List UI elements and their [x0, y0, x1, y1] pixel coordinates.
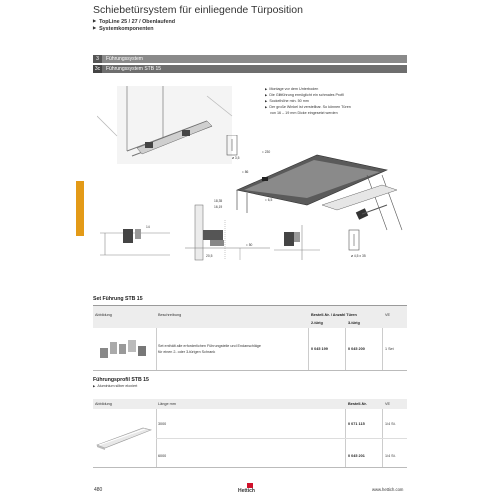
col-order: Bestell-Nr.: [348, 402, 367, 406]
profile-length-2: 6000: [158, 454, 167, 458]
profile-image: [93, 425, 155, 450]
dim-height: ≈ 6,5: [265, 198, 273, 202]
order-number-3-door: 0 045 200: [348, 347, 365, 351]
page-number: 480: [94, 487, 103, 493]
section-drawing-left: [95, 215, 175, 265]
dim-50: ≈ 50: [246, 243, 253, 247]
dim-width: ≈ 86: [242, 170, 249, 174]
dim-screw: ø 4,5 x 35: [351, 254, 366, 258]
section-bar-3c: [93, 65, 407, 73]
col-image: Abbildung: [95, 402, 112, 406]
col-ve: VE: [385, 402, 391, 406]
set-description-line2: für einen 2- oder 3-türigen Schrank: [158, 350, 216, 354]
profile-heading: Führungsprofil STB 15: [93, 377, 149, 383]
col-description: Beschreibung: [158, 313, 182, 317]
col-2-door: 2-türig: [311, 321, 323, 325]
set-ve: 1 Set: [385, 347, 394, 351]
divider: [156, 328, 157, 370]
divider: [308, 328, 309, 370]
dim-20-5: 20,5: [206, 254, 213, 258]
divider: [93, 467, 407, 468]
section-bar-3: [93, 55, 407, 63]
dim-16-19: 16,19: [214, 205, 223, 209]
note-1: ▶ Montage vor dem Unterboden: [265, 87, 318, 91]
page-title: Schiebetürsystem für einliegende Türposition: [93, 4, 303, 16]
col-order: Bestell-Nr. / Anzahl Türen: [311, 313, 357, 317]
profile-order-1: 0 071 115: [348, 422, 365, 426]
dim-length: ≈ 230: [262, 150, 271, 154]
note-4-cont: von 16 – 19 mm Dicke eingesetzt werden: [270, 111, 338, 115]
divider: [382, 328, 383, 370]
set-description-line1: Set enthält alle erforderlichen Führungsteile und Endanschläge: [158, 344, 261, 348]
section-number: 3: [93, 55, 102, 63]
profile-ve-2: 1/4 St.: [385, 454, 396, 458]
subtitle-topline: ▶ TopLine 25 / 27 / Obenlaufend: [93, 18, 175, 25]
col-ve: VE: [385, 313, 391, 317]
col-length: Länge mm: [158, 402, 176, 406]
brand-name: Hettich: [238, 488, 255, 494]
section-drawing-right: [272, 220, 322, 265]
dim-18-35: 18,35: [214, 199, 223, 203]
divider: [93, 370, 407, 371]
dim-14: 14: [146, 225, 150, 229]
col-3-door: 3-türig: [348, 321, 360, 325]
hettich-logo: [235, 483, 265, 495]
order-number-2-door: 0 045 199: [311, 347, 328, 351]
website-link[interactable]: www.hettich.com: [372, 487, 404, 492]
profile-order-2: 0 045 201: [348, 454, 365, 458]
profile-note: ▶ Aluminium silber eloxiert: [93, 384, 137, 388]
subtitle-components: ▶ Systemkomponenten: [93, 25, 154, 32]
section-number: 3c: [94, 66, 101, 72]
set-parts-image: [98, 336, 150, 362]
dim-screw-diameter: ø 3,5: [232, 156, 240, 160]
col-image: Abbildung: [95, 313, 112, 317]
profile-length-1: 3000: [158, 422, 167, 426]
note-4: ▶ Der große Winkel ist verstellbar. So können Türen: [265, 105, 351, 109]
note-3: ▶ Sockelhöhe min. 50 mm: [265, 99, 309, 103]
divider: [156, 438, 407, 439]
chapter-marker: [76, 181, 84, 236]
section-label: Führungssystem STB 15: [106, 66, 162, 72]
section-label: Führungssystem: [106, 56, 143, 62]
set-heading: Set Führung STB 15: [93, 296, 143, 302]
cabinet-illustration: [97, 76, 237, 168]
profile-ve-1: 1/4 St.: [385, 422, 396, 426]
note-2: ▶ Die Glitführung ermöglicht ein schmales Profil: [265, 93, 344, 97]
divider: [345, 328, 346, 370]
section-drawing-center: [180, 200, 275, 265]
